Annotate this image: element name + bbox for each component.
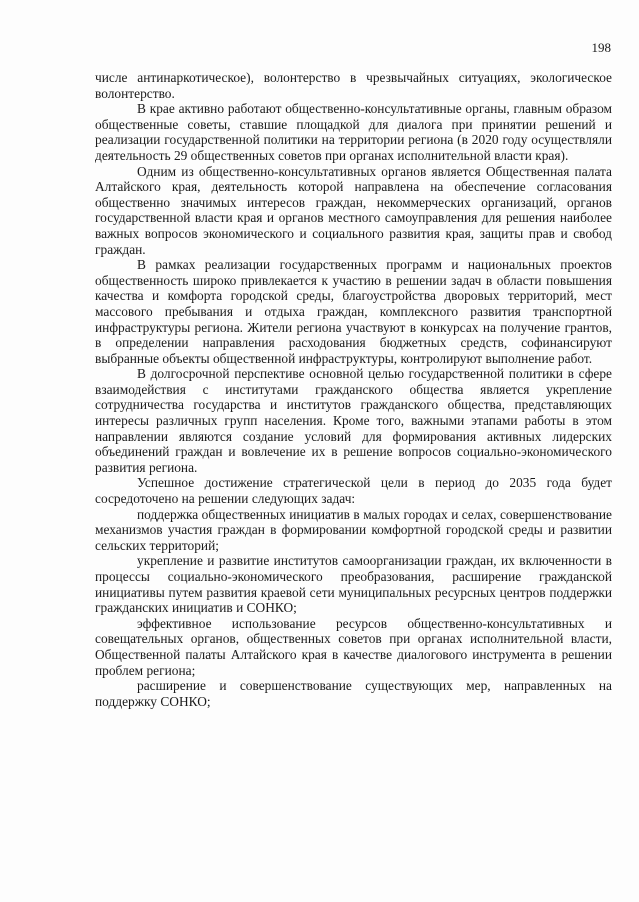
paragraph-public-councils: В крае активно работают общественно-консультативные органы, главным образом общественные советы, ставшие площадкой для диалога при принятии решений и реализации государственной политики на территории региона (в 2020 году осуществляли деятельность 29 общественных советов при органах исполнительной власти края).: [95, 101, 612, 163]
page-number: 198: [591, 40, 611, 55]
paragraph-public-chamber: Одним из общественно-консультативных органов является Общественная палата Алтайского края, деятельность которой направлена на обеспечение согласования общественно значимых интересов граждан, некоммерческих организаций, органов государственной власти края и органов местного самоуправления для решения наиболее важных вопросов экономического и социального развития края, защиты прав и свобод граждан.: [95, 163, 612, 257]
document-body: [95, 70, 612, 709]
paragraph-long-term-goal: В долгосрочной перспективе основной целью государственной политики в сфере взаимодействия с институтами гражданского общества является укрепление сотрудничества государства и институтов гражданского общества, представляющих интересы различных групп населения. Кроме того, важными этапами работы в этом направлении являются создание условий для формирования активных лидерских объединений граждан и вовлечение их в решение вопросов социально-экономического развития региона.: [95, 366, 612, 475]
list-item: расширение и совершенствование существующих мер, направленных на поддержку СОНКО;: [95, 678, 612, 709]
list-item: укрепление и развитие институтов самоорганизации граждан, их включенности в процессы социально-экономического преобразования, расширение гражданской инициативы путем развития краевой сети муниципальных ресурсных центров поддержки гражданских инициатив и СОНКО;: [95, 553, 612, 616]
list-item: эффективное использование ресурсов общественно-консультативных и совещательных органов, общественных советов при органах исполнительной власти, Общественной палаты Алтайского края в качестве диалогового инструмента в решении проблем региона;: [95, 615, 612, 678]
paragraph-continuation: числе антинаркотическое), волонтерство в чрезвычайных ситуациях, экологическое волонтерство.: [95, 70, 612, 101]
paragraph-tasks-intro: Успешное достижение стратегической цели в период до 2035 года будет сосредоточено на решении следующих задач:: [95, 475, 612, 507]
paragraph-state-programs: В рамках реализации государственных программ и национальных проектов общественность широко привлекается к участию в решении задач в области повышения качества и комфорта городской среды, благоустройства дворовых территорий, мест массового пребывания и отдыха граждан, комплексного развития транспортной инфраструктуры региона. Жители региона участвуют в конкурсах на получение грантов, в определении направления расходования бюджетных средств, софинансируют выбранные объекты общественной инфраструктуры, контролируют выполнение работ.: [95, 257, 612, 366]
list-item: поддержка общественных инициатив в малых городах и селах, совершенствование механизмов участия граждан в формировании комфортной городской среды и развитии сельских территорий;: [95, 506, 612, 553]
